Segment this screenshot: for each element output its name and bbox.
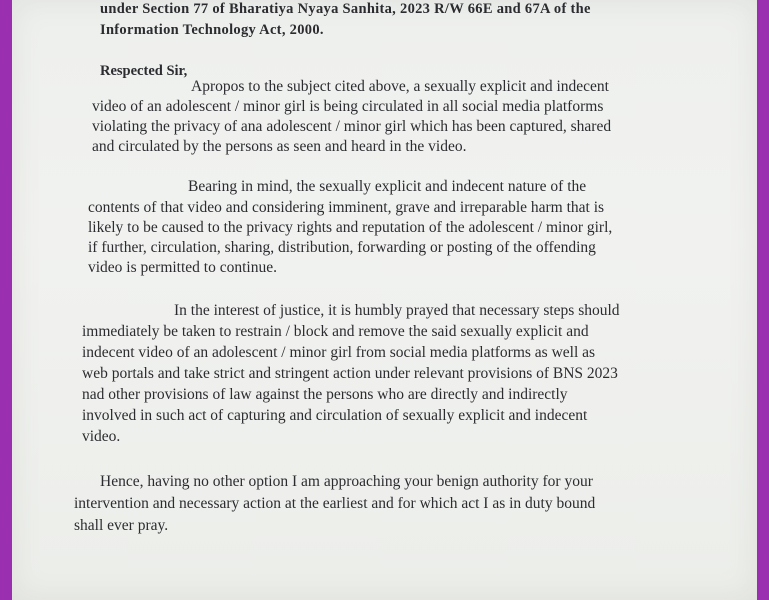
paragraph-3-line-6: involved in such act of capturing and circulation of sexually explicit and indecent [82, 407, 588, 424]
paragraph-2-line-1: Bearing in mind, the sexually explicit and indecent nature of the [188, 178, 587, 195]
paragraph-2-line-5: video is permitted to continue. [88, 259, 277, 276]
paragraph-2-line-4: if further, circulation, sharing, distribution, forwarding or posting of the offending [88, 239, 596, 256]
paragraph-1-line-3: violating the privacy of ana adolescent / minor girl which has been captured, shared [92, 118, 612, 135]
paragraph-1-line-2: video of an adolescent / minor girl is being circulated in all social media platforms [92, 98, 604, 115]
salutation: Respected Sir, [100, 63, 188, 79]
paragraph-3-line-1: In the interest of justice, it is humbly prayed that necessary steps should [174, 302, 620, 319]
paragraph-1-line-1: Apropos to the subject cited above, a sexually explicit and indecent [191, 78, 609, 95]
paragraph-4-line-2: intervention and necessary action at the earliest and for which act I as in duty bound [74, 495, 596, 512]
paragraph-3-line-4: web portals and take strict and stringent action under relevant provisions of BNS 2023 [82, 365, 618, 382]
document-page [12, 0, 757, 600]
paragraph-4-line-1: Hence, having no other option I am approaching your benign authority for your [100, 473, 593, 490]
paragraph-4-line-3: shall ever pray. [74, 517, 169, 534]
subject-heading-line-2: Information Technology Act, 2000. [100, 22, 324, 38]
paragraph-2-line-3: likely to be caused to the privacy rights and reputation of the adolescent / minor girl, [88, 219, 613, 236]
paragraph-2-line-2: contents of that video and considering imminent, grave and irreparable harm that is [88, 199, 605, 216]
paragraph-3-line-2: immediately be taken to restrain / block and remove the said sexually explicit and [82, 323, 589, 340]
paragraph-3-line-3: indecent video of an adolescent / minor girl from social media platforms as well as [82, 344, 596, 361]
paragraph-3-line-7: video. [82, 428, 121, 445]
subject-heading-line-1: under Section 77 of Bharatiya Nyaya Sanhita, 2023 R/W 66E and 67A of the [100, 1, 591, 17]
paragraph-1-line-4: and circulated by the persons as seen and heard in the video. [92, 138, 467, 155]
paragraph-3-line-5: nad other provisions of law against the persons who are directly and indirectly [82, 386, 568, 403]
